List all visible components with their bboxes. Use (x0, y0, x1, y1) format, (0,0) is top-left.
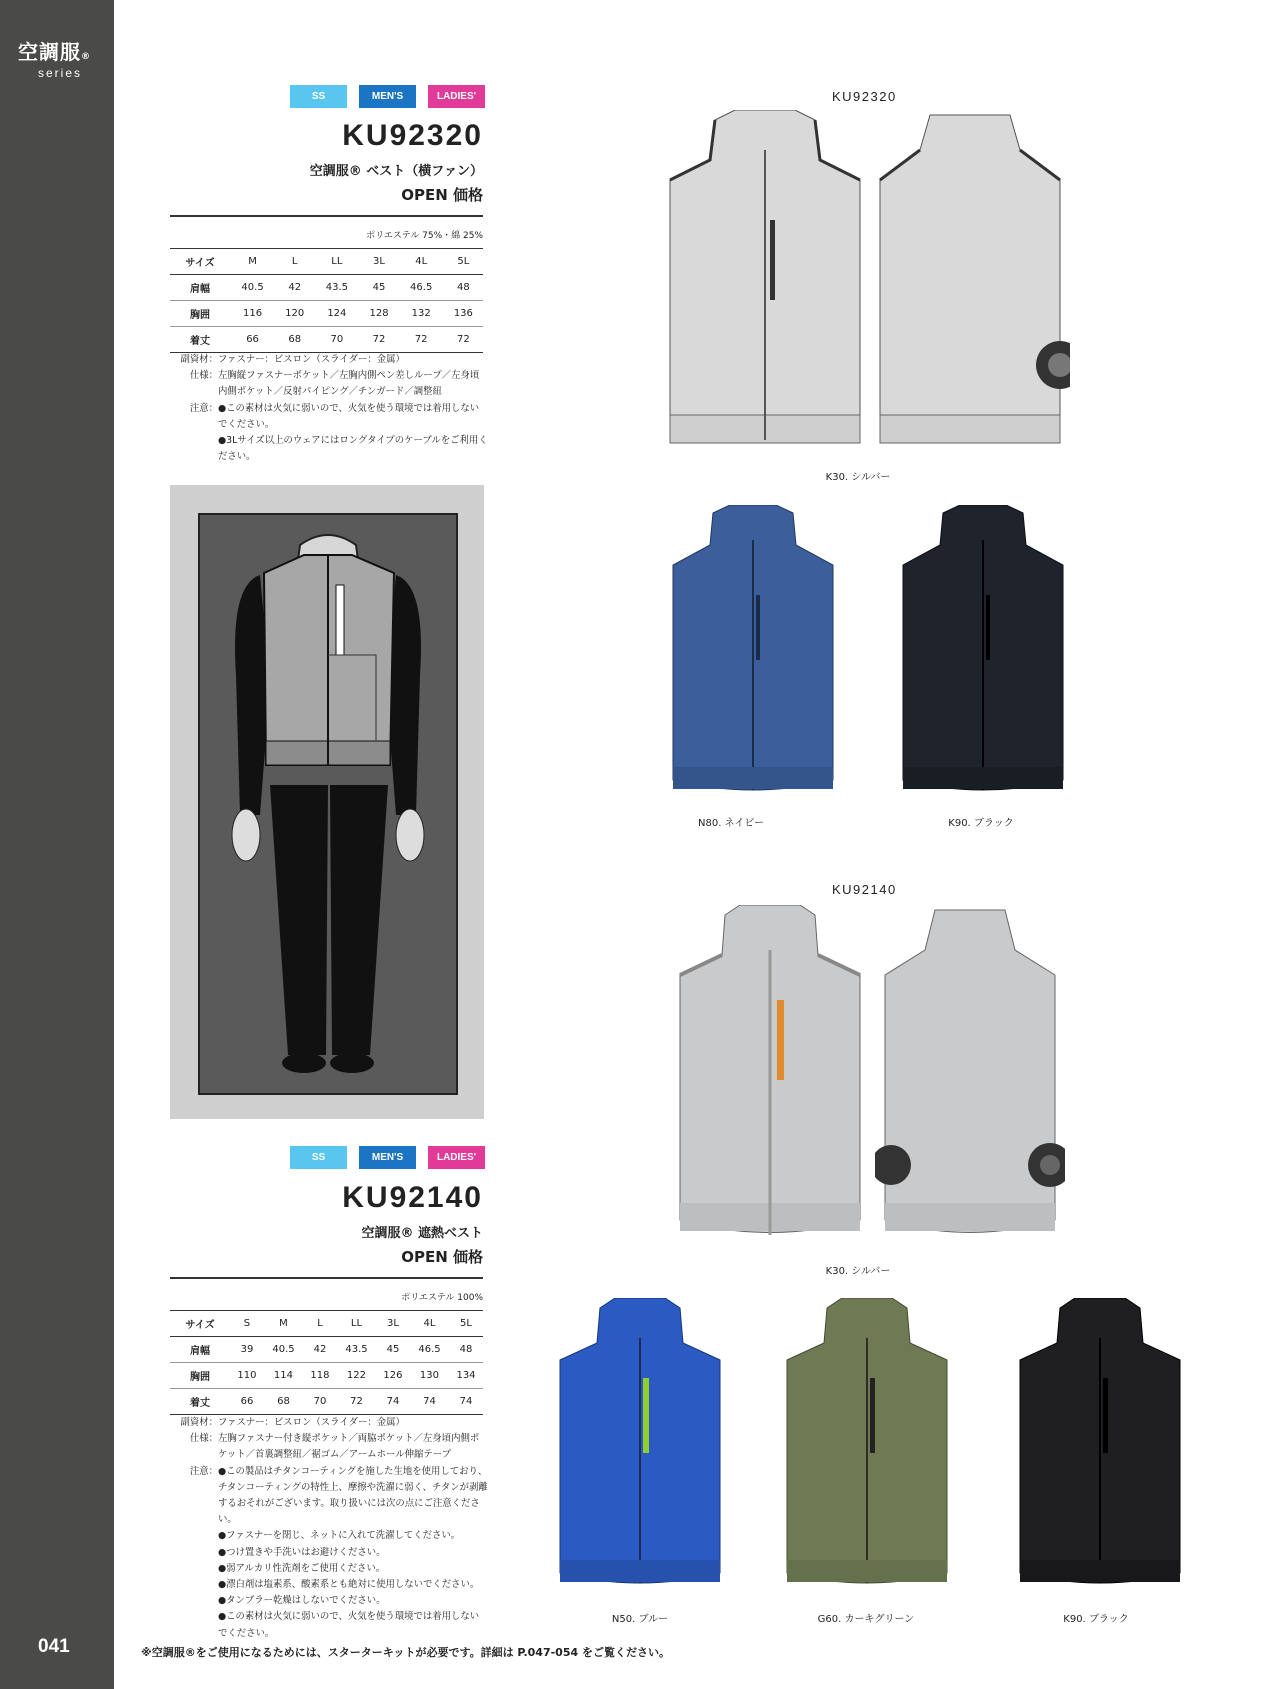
model-illustration (170, 485, 484, 1119)
note-key: 注意： (189, 1465, 218, 1477)
figure-drawing (200, 515, 456, 1093)
cell: 70 (314, 327, 359, 353)
cell: 43.5 (337, 1337, 376, 1363)
size-header: サイズ (170, 249, 230, 275)
size-header-row (170, 1311, 483, 1337)
cell: 66 (230, 327, 275, 353)
size-col: L (275, 249, 314, 275)
row-label: 着丈 (170, 327, 230, 353)
color-caption: N80. ネイビー (698, 818, 764, 829)
row-label: 肩幅 (170, 275, 230, 301)
size-col: LL (337, 1311, 376, 1337)
note-text: ●タンブラー乾燥はしないでください。 (218, 1595, 386, 1607)
size-header-row (170, 249, 483, 275)
cell: 72 (359, 327, 398, 353)
cell: 66 (230, 1389, 264, 1415)
note-key (170, 1545, 218, 1561)
vest-navy-image (668, 505, 838, 803)
color-caption: K30. シルバー (825, 1266, 891, 1277)
vest-silver-front-image (670, 905, 870, 1250)
badge-mens: MEN'S (359, 1146, 416, 1169)
color-caption: K90. ブラック (1063, 1614, 1129, 1625)
cell: 118 (303, 1363, 337, 1389)
cell: 136 (444, 301, 483, 327)
note-text: ●この素材は火気に弱いので、火気を使う環境では着用しないでください。 (218, 1611, 480, 1639)
vest-silver-back-image (875, 905, 1065, 1250)
size-col: S (230, 1311, 264, 1337)
cell: 74 (376, 1389, 410, 1415)
note-key (170, 433, 218, 465)
color-caption: K30. シルバー (825, 472, 891, 483)
cell: 110 (230, 1363, 264, 1389)
size-col: 5L (444, 249, 483, 275)
note-text: ●ファスナーを閉じ、ネットに入れて洗濯してください。 (218, 1530, 461, 1542)
note-key: 副資材： (180, 1417, 218, 1428)
model-number: KU92320 (342, 119, 483, 152)
note-row (170, 352, 488, 368)
note-key (170, 1609, 218, 1641)
table-row (170, 1337, 483, 1363)
brand-title: 空調服® (18, 40, 91, 64)
brand-subtitle: series (38, 66, 83, 80)
table-row (170, 1389, 483, 1415)
badge-ss: SS (290, 1146, 347, 1169)
note-key (170, 1528, 218, 1544)
gallery-title: KU92320 (832, 89, 897, 104)
cell: 48 (444, 275, 483, 301)
cell: 116 (230, 301, 275, 327)
size-col: LL (314, 249, 359, 275)
cell: 68 (275, 327, 314, 353)
note-key: 仕様： (189, 370, 218, 382)
note-row (170, 1431, 488, 1463)
note-key (170, 1593, 218, 1609)
vest-blue-image (555, 1298, 725, 1598)
size-col: 3L (359, 249, 398, 275)
gallery-title: KU92140 (832, 882, 897, 897)
cell: 68 (264, 1389, 303, 1415)
note-text: 左胸縦ファスナーポケット／左胸内側ペン差しループ／左身頃内側ポケット／反射パイピング／チンガード／調整紐 (218, 370, 480, 398)
note-text: 左胸ファスナー付き縦ポケット／両脇ポケット／左身頃内側ポケット／首裏調整紐／裾ゴム／アームホール伸縮テープ (218, 1433, 480, 1461)
note-text: ●この製品はチタンコーティングを施した生地を使用しており、チタンコーティングの特性上、摩擦や洗濯に弱く、チタンが剥離するおそれがございます。取り扱いには次の点にご注意ください。 (218, 1465, 488, 1526)
color-caption: K90. ブラック (948, 818, 1014, 829)
note-key: 仕様： (189, 1433, 218, 1445)
size-col: 4L (399, 249, 444, 275)
note-key: 副資材： (180, 354, 218, 365)
badge-mens: MEN'S (359, 85, 416, 108)
table-row (170, 275, 483, 301)
note-key (170, 1577, 218, 1593)
vest-khaki-image (782, 1298, 952, 1598)
color-caption: N50. ブルー (611, 1614, 669, 1625)
cell: 40.5 (264, 1337, 303, 1363)
note-row (170, 1415, 488, 1431)
size-col: L (303, 1311, 337, 1337)
cell: 46.5 (410, 1337, 449, 1363)
sidebar (0, 0, 114, 1689)
size-table (170, 248, 483, 353)
cell: 124 (314, 301, 359, 327)
cell: 40.5 (230, 275, 275, 301)
product-name: 空調服® ベスト（横ファン） (309, 164, 483, 179)
note-row (170, 401, 488, 433)
product-notes (170, 352, 488, 465)
row-label: 肩幅 (170, 1337, 230, 1363)
note-row (170, 1561, 488, 1577)
note-text: ●3Lサイズ以上のウェアにはロングタイプのケーブルをご利用ください。 (218, 435, 488, 463)
divider (170, 1277, 483, 1279)
note-row (170, 1577, 488, 1593)
cell: 72 (399, 327, 444, 353)
cell: 39 (230, 1337, 264, 1363)
cell: 74 (449, 1389, 483, 1415)
category-badges (290, 85, 485, 108)
color-caption: G60. カーキグリーン (817, 1614, 915, 1625)
size-table (170, 1310, 483, 1415)
cell: 43.5 (314, 275, 359, 301)
divider (170, 215, 483, 217)
note-text: ●この素材は火気に弱いので、火気を使う環境では着用しないでください。 (218, 402, 480, 430)
cell: 132 (399, 301, 444, 327)
vest-black-image (898, 505, 1068, 803)
cell: 42 (303, 1337, 337, 1363)
note-text: ファスナー：ビスロン（スライダー：金属） (218, 354, 405, 365)
model-number: KU92140 (342, 1181, 483, 1214)
illustration-frame (198, 513, 458, 1095)
note-text: ●漂白剤は塩素系、酸素系とも絶対に使用しないでください。 (218, 1579, 480, 1591)
table-row (170, 301, 483, 327)
badge-ladies: LADIES' (428, 1146, 485, 1169)
note-row (170, 1545, 488, 1561)
vest-silver-back-image (870, 110, 1070, 460)
cell: 120 (275, 301, 314, 327)
footnote: ※空調服®をご使用になるためには、スターターキットが必要です。詳細は P.047-054 をご覧ください。 (141, 1646, 670, 1659)
product-notes (170, 1415, 488, 1642)
note-row (170, 1593, 488, 1609)
size-col: 5L (449, 1311, 483, 1337)
page-number: 041 (38, 1636, 70, 1657)
row-label: 胸囲 (170, 1363, 230, 1389)
badge-ss: SS (290, 85, 347, 108)
price: OPEN 価格 (401, 1248, 483, 1266)
size-col: M (230, 249, 275, 275)
note-row (170, 1609, 488, 1641)
note-text: ●つけ置きや手洗いはお避けください。 (218, 1546, 386, 1558)
vest-silver-front-image (660, 110, 870, 460)
size-header: サイズ (170, 1311, 230, 1337)
cell: 130 (410, 1363, 449, 1389)
badge-ladies: LADIES' (428, 85, 485, 108)
price: OPEN 価格 (401, 186, 483, 204)
cell: 126 (376, 1363, 410, 1389)
note-text: ●弱アルカリ性洗剤をご使用ください。 (218, 1562, 386, 1574)
size-col: M (264, 1311, 303, 1337)
cell: 42 (275, 275, 314, 301)
cell: 70 (303, 1389, 337, 1415)
size-col: 4L (410, 1311, 449, 1337)
cell: 122 (337, 1363, 376, 1389)
size-col: 3L (376, 1311, 410, 1337)
note-key (170, 1561, 218, 1577)
note-row (170, 433, 488, 465)
cell: 128 (359, 301, 398, 327)
row-label: 着丈 (170, 1389, 230, 1415)
product-name: 空調服® 遮熱ベスト (361, 1226, 483, 1241)
cell: 114 (264, 1363, 303, 1389)
note-text: ファスナー：ビスロン（スライダー：金属） (218, 1417, 405, 1428)
note-row (170, 1528, 488, 1544)
cell: 45 (376, 1337, 410, 1363)
cell: 74 (410, 1389, 449, 1415)
material: ポリエステル 75%・綿 25% (366, 231, 483, 241)
table-row (170, 1363, 483, 1389)
table-row (170, 327, 483, 353)
cell: 134 (449, 1363, 483, 1389)
vest-black-image (1015, 1298, 1185, 1598)
material: ポリエステル 100% (401, 1293, 483, 1303)
category-badges (290, 1146, 485, 1169)
cell: 72 (337, 1389, 376, 1415)
note-row (170, 1464, 488, 1529)
cell: 46.5 (399, 275, 444, 301)
cell: 72 (444, 327, 483, 353)
cell: 45 (359, 275, 398, 301)
note-row (170, 368, 488, 400)
cell: 48 (449, 1337, 483, 1363)
note-key: 注意： (189, 402, 218, 414)
row-label: 胸囲 (170, 301, 230, 327)
